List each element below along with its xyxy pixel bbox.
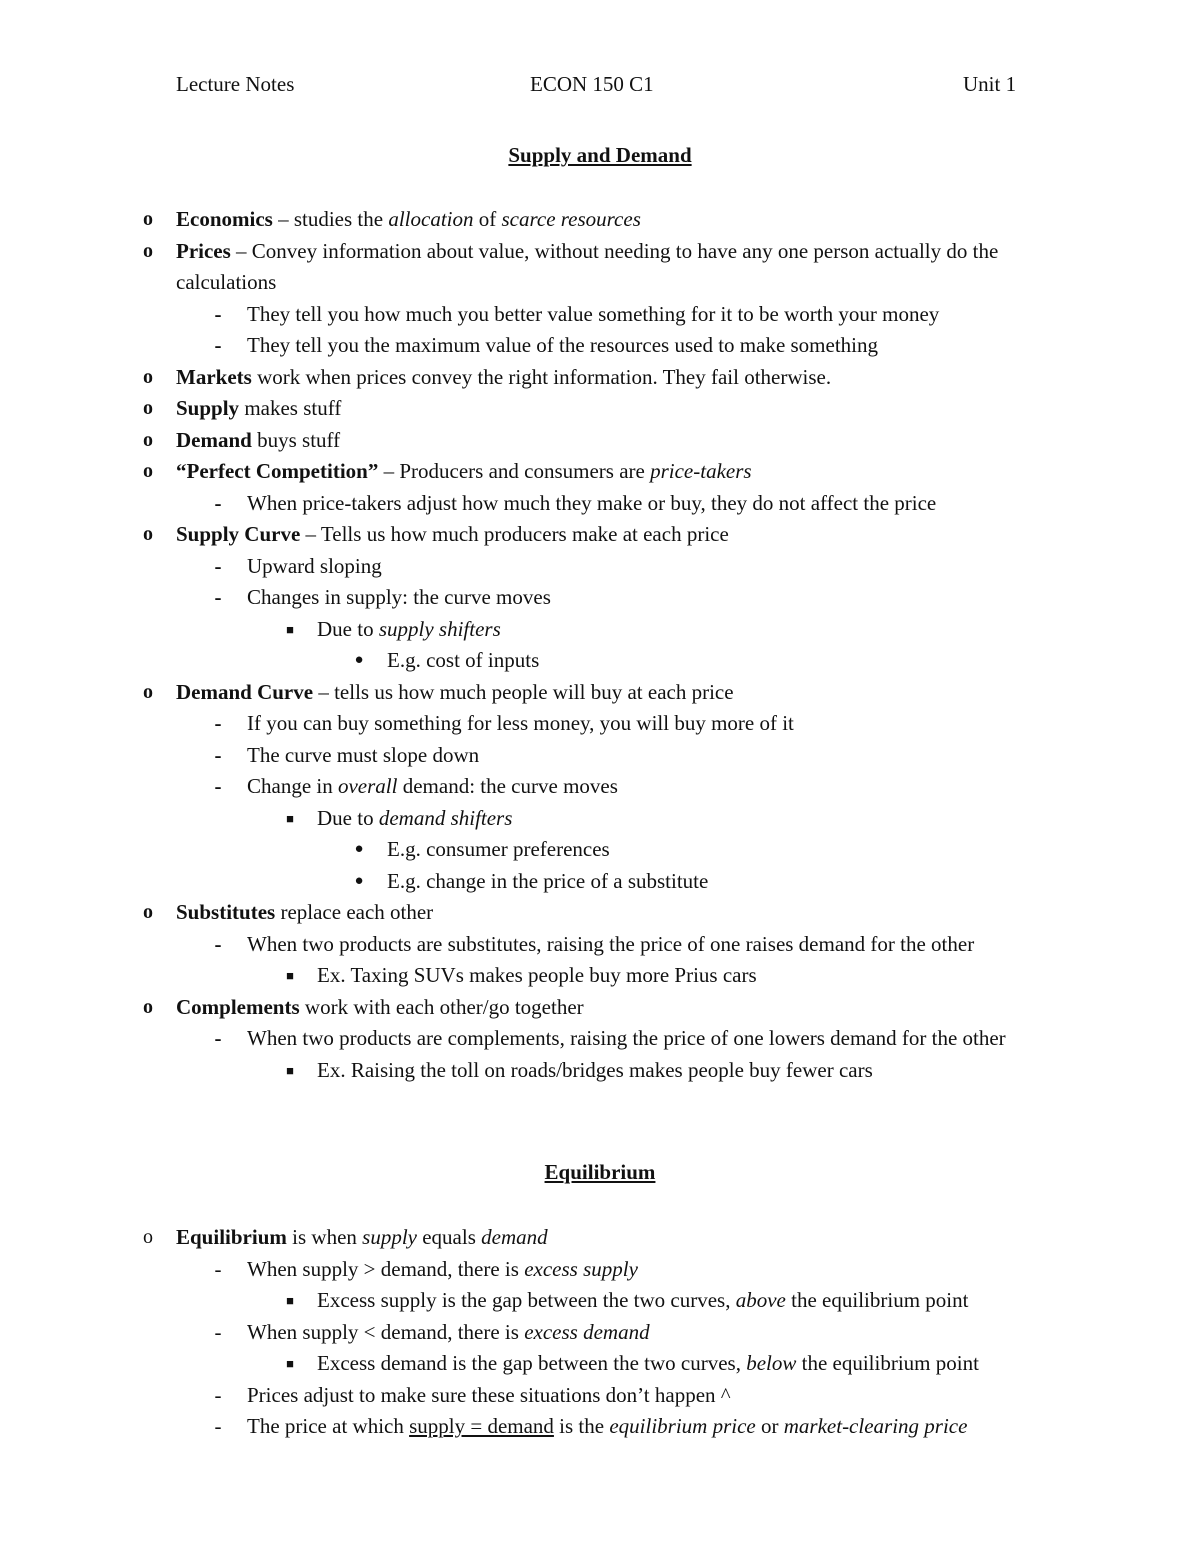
square-bullet-icon: ■ — [286, 968, 294, 983]
circle-bullet-icon: o — [143, 523, 153, 545]
list-item-complements-sub-1: - When two products are complements, raising the price of one lowers demand for the other — [0, 1023, 1057, 1055]
list-item-economics: o Economics – studies the allocation of scarce resources — [0, 204, 1200, 236]
section-title-supply-and-demand: Supply and Demand — [508, 143, 692, 167]
term-equilibrium: Equilibrium — [176, 1225, 287, 1249]
dash-bullet-icon: - — [214, 1026, 222, 1050]
header-right: Unit 1 — [963, 72, 1017, 96]
list-item-complements-sub-2: ■ Ex. Raising the toll on roads/bridges makes people buy fewer cars — [0, 1055, 1200, 1087]
list-item-substitutes-sub-1: - When two products are substitutes, raising the price of one raises demand for the other — [0, 929, 1200, 961]
list-item-demand: o Demand buys stuff — [0, 425, 1200, 457]
circle-bullet-icon: o — [143, 365, 153, 388]
term-complements: Complements — [176, 994, 300, 1019]
dot-bullet-icon: ● — [354, 652, 364, 668]
circle-bullet-icon: o — [143, 460, 153, 482]
list-item-demand-curve-sub-6: ● E.g. change in the price of a substitute — [0, 866, 1200, 898]
list-item-supply-curve-sub-2: - Changes in supply: the curve moves — [0, 582, 1200, 614]
list-item-equilibrium: o Equilibrium is when supply equals demand — [0, 1222, 1200, 1254]
list-item-supply-curve: o Supply Curve – Tells us how much producers make at each price — [0, 519, 1200, 551]
square-bullet-icon: ■ — [286, 1356, 294, 1371]
dash-bullet-icon: - — [214, 1319, 222, 1344]
list-item-complements: o Complements work with each other/go together — [0, 992, 1200, 1024]
circle-bullet-icon: o — [143, 901, 153, 923]
dash-bullet-icon: - — [214, 553, 222, 578]
list-item-substitutes: o Substitutes replace each other — [0, 897, 1200, 929]
circle-bullet-icon: o — [143, 1226, 153, 1248]
list-item-supply-curve-sub-1: - Upward sloping — [0, 551, 1200, 583]
term-perfect-competition: “Perfect Competition” — [176, 459, 379, 483]
header-center: ECON 150 C1 — [530, 72, 654, 96]
term-markets: Markets — [176, 364, 252, 389]
circle-bullet-icon: o — [143, 995, 153, 1018]
dash-bullet-icon: - — [214, 333, 222, 357]
list-item-demand-curve-sub-4: ■ Due to demand shifters — [0, 803, 1200, 835]
term-demand: Demand — [176, 427, 252, 452]
dash-bullet-icon: - — [214, 1382, 222, 1407]
dot-bullet-icon: ● — [354, 872, 364, 889]
dash-bullet-icon: - — [214, 301, 222, 326]
list-item-demand-curve: o Demand Curve – tells us how much people will buy at each price — [0, 677, 1200, 709]
dash-bullet-icon: - — [214, 711, 222, 735]
list-item-equilibrium-sub-3: - When supply < demand, there is excess demand — [0, 1317, 1200, 1349]
square-bullet-icon: ■ — [286, 621, 294, 637]
circle-bullet-icon: o — [143, 239, 153, 262]
dash-bullet-icon: - — [214, 774, 222, 798]
equilibrium-list — [0, 1222, 1200, 1443]
list-item-supply-curve-sub-4: ● E.g. cost of inputs — [0, 645, 1200, 677]
circle-bullet-icon: o — [143, 208, 153, 230]
list-item-equilibrium-sub-5: - Prices adjust to make sure these situations don’t happen ^ — [0, 1380, 1200, 1412]
header-left: Lecture Notes — [176, 72, 295, 96]
dash-bullet-icon: - — [214, 490, 222, 515]
square-bullet-icon: ■ — [286, 810, 294, 826]
section-title-equilibrium: Equilibrium — [544, 1160, 656, 1184]
list-item-supply: o Supply makes stuff — [0, 393, 1200, 425]
list-item-prices-sub-1: - They tell you how much you better value something for it to be worth your money — [0, 299, 1200, 331]
square-bullet-icon: ■ — [286, 1293, 294, 1308]
list-item-substitutes-sub-2: ■ Ex. Taxing SUVs makes people buy more Prius cars — [0, 960, 1200, 992]
list-item-equilibrium-sub-2: ■ Excess supply is the gap between the two curves, above the equilibrium point — [0, 1285, 1200, 1317]
list-item-demand-curve-sub-3: - Change in overall demand: the curve moves — [0, 771, 1200, 803]
term-supply-curve: Supply Curve — [176, 522, 301, 546]
list-item-equilibrium-sub-4: ■ Excess demand is the gap between the two curves, below the equilibrium point — [0, 1348, 1200, 1380]
circle-bullet-icon: o — [143, 680, 153, 703]
list-item-markets: o Markets work when prices convey the right information. They fail otherwise. — [0, 362, 1200, 394]
list-item-equilibrium-sub-1: - When supply > demand, there is excess supply — [0, 1254, 1200, 1286]
term-demand-curve: Demand Curve — [176, 679, 314, 704]
dash-bullet-icon: - — [214, 585, 222, 609]
list-item-equilibrium-sub-6: - The price at which supply = demand is the equilibrium price or market-clearing price — [0, 1411, 1200, 1443]
supply-demand-list — [0, 204, 1200, 1086]
list-item-supply-curve-sub-3: ■ Due to supply shifters — [0, 614, 1200, 646]
square-bullet-icon: ■ — [286, 1062, 294, 1078]
list-item-prices: o Prices – Convey information about value, without needing to have any one person actually do the calculations — [0, 236, 1071, 299]
dash-bullet-icon: - — [214, 1256, 222, 1281]
list-item-demand-curve-sub-5: ● E.g. consumer preferences — [0, 834, 1200, 866]
term-prices: Prices — [176, 238, 231, 263]
term-supply: Supply — [176, 396, 240, 420]
dash-bullet-icon: - — [214, 1414, 222, 1438]
term-economics: Economics — [176, 207, 273, 231]
dash-bullet-icon: - — [214, 931, 222, 956]
list-item-demand-curve-sub-2: - The curve must slope down — [0, 740, 1200, 772]
dot-bullet-icon: ● — [354, 841, 364, 857]
circle-bullet-icon: o — [143, 428, 153, 451]
list-item-demand-curve-sub-1: - If you can buy something for less money, you will buy more of it — [0, 708, 1200, 740]
circle-bullet-icon: o — [143, 397, 153, 419]
dash-bullet-icon: - — [214, 742, 222, 767]
list-item-perfect-competition: o “Perfect Competition” – Producers and consumers are price-takers — [0, 456, 1200, 488]
list-item-prices-sub-2: - They tell you the maximum value of the resources used to make something — [0, 330, 1200, 362]
term-substitutes: Substitutes — [176, 900, 276, 924]
list-item-perfect-sub-1: - When price-takers adjust how much they make or buy, they do not affect the price — [0, 488, 1200, 520]
